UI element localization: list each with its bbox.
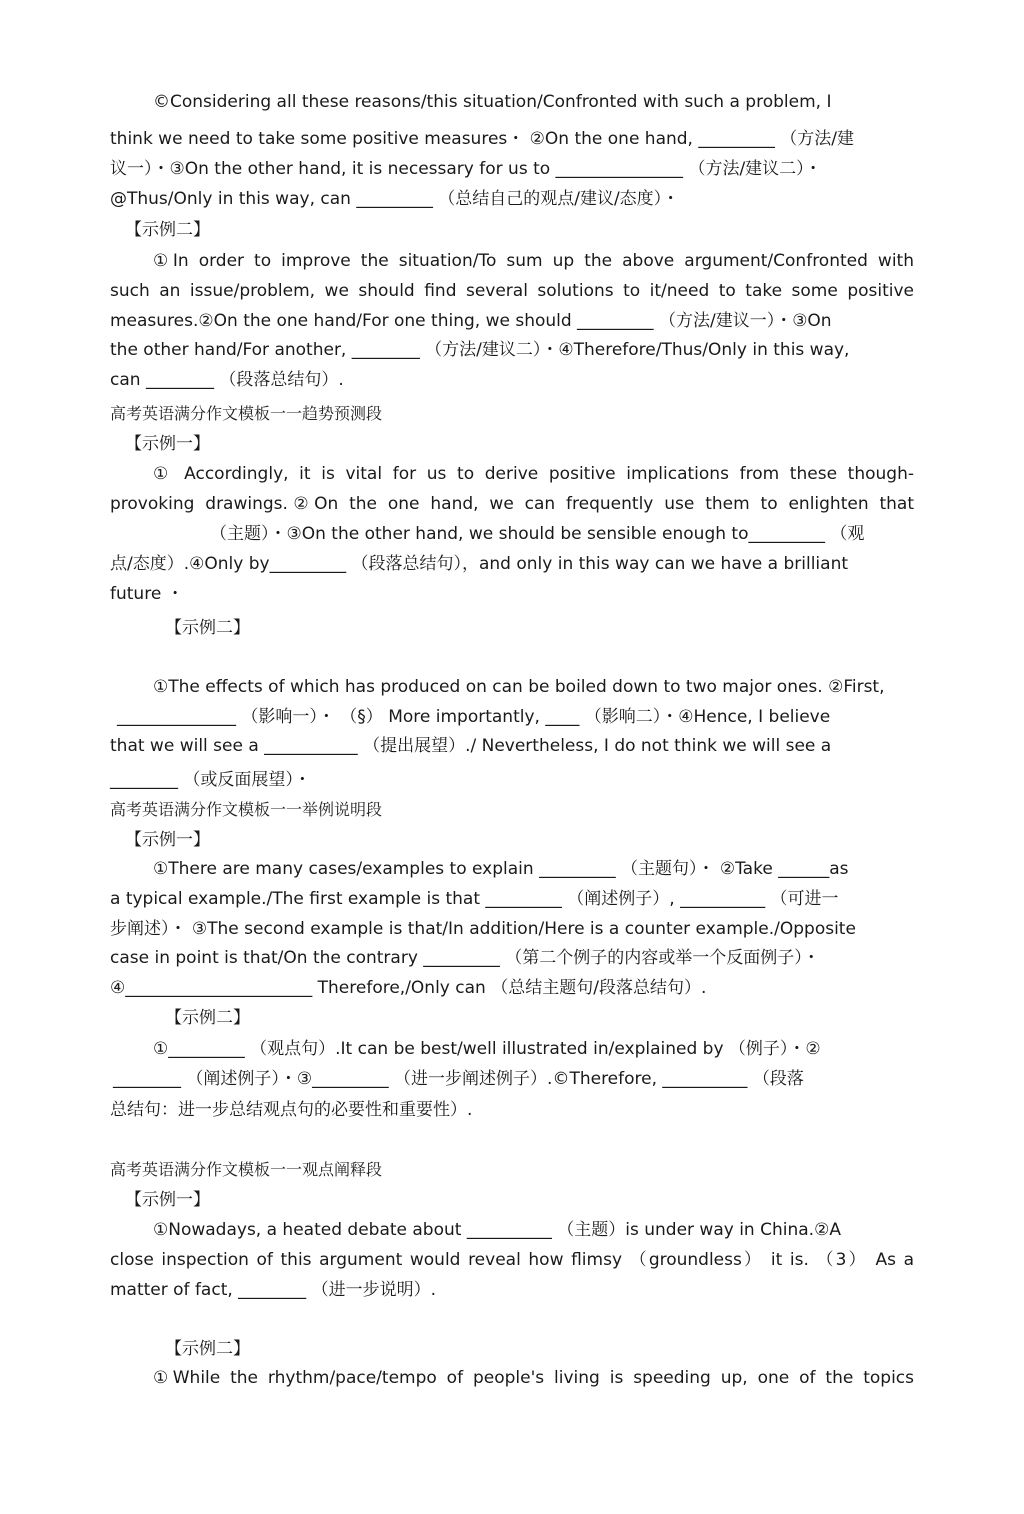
text-line: ______________ （影响一）・ （§） More importantly, ____ （影响二）・④Hence, I believe: [117, 707, 831, 727]
text-line: think we need to take some positive measures・ ②On the one hand, _________ （方法/建: [110, 129, 854, 149]
section-heading: 高考英语满分作文模板一一观点阐释段: [110, 1160, 383, 1179]
section-heading: 高考英语满分作文模板一一举例说明段: [110, 800, 383, 819]
text-line: 议一）・③On the other hand, it is necessary for us to _______________ （方法/建议二）・: [110, 159, 822, 179]
text-line: provoking drawings.②On the one hand, we can frequently use them to enlighten that: [110, 494, 914, 514]
example-label: 【示例一】: [125, 1190, 210, 1210]
text-line: ①There are many cases/examples to explain _________ （主题句）・ ②Take ______as: [153, 859, 849, 879]
text-line: 点/态度）.④Only by_________ （段落总结句），and only in this way can we have a brilliant: [110, 554, 849, 574]
section-heading: 高考英语满分作文模板一一趋势预测段: [110, 404, 383, 423]
text-line: ①In order to improve the situation/To sum up the above argument/Confronted with: [153, 251, 914, 271]
text-line: @Thus/Only in this way, can _________ （总结自己的观点/建议/态度）・: [110, 189, 680, 209]
text-line: ①_________ （观点句）.It can be best/well illustrated in/explained by （例子）・②: [153, 1039, 821, 1059]
text-line: close inspection of this argument would reveal how flimsy （groundless） it is. （3） As a: [110, 1250, 914, 1270]
text-line: ________ （或反面展望）・: [110, 770, 311, 790]
text-line: ① Accordingly, it is vital for us to derive positive implications from these though-: [153, 464, 914, 484]
text-line: the other hand/For another, ________ （方法/建议二）・④Therefore/Thus/Only in this way,: [110, 340, 850, 360]
text-line: a typical example./The first example is that _________ （阐述例子）, __________ （可进一: [110, 889, 839, 909]
text-line: can ________ （段落总结句）.: [110, 370, 344, 390]
text-line: ________ （阐述例子）・③_________ （进一步阐述例子）.©Therefore, __________ （段落: [113, 1069, 804, 1089]
example-label: 【示例一】: [125, 830, 210, 850]
text-line: ①While the rhythm/pace/tempo of people's living is speeding up, one of the topics: [153, 1368, 914, 1388]
text-line: future ・: [110, 584, 184, 604]
text-line: case in point is that/On the contrary _________ （第二个例子的内容或举一个反面例子）・: [110, 948, 820, 968]
text-line: ④______________________ Therefore,/Only can （总结主题句/段落总结句）.: [110, 978, 707, 998]
text-line: 步阐述）・ ③The second example is that/In addition/Here is a counter example./Opposite: [110, 919, 856, 939]
example-label: 【示例二】: [125, 220, 210, 240]
text-line: ©Considering all these reasons/this situation/Confronted with such a problem, I: [153, 92, 832, 112]
text-line: （主题）・③On the other hand, we should be sensible enough to_________ （观: [210, 524, 865, 544]
example-label: 【示例一】: [125, 434, 210, 454]
text-line: measures.②On the one hand/For one thing, we should _________ （方法/建议一）・③On: [110, 311, 832, 331]
text-line: ①Nowadays, a heated debate about __________ （主题）is under way in China.②A: [153, 1220, 841, 1240]
example-label: 【示例二】: [165, 618, 250, 638]
text-line: ①The effects of which has produced on can be boiled down to two major ones. ②First,: [153, 677, 885, 697]
text-line: that we will see a ___________ （提出展望）./ Nevertheless, I do not think we will see a: [110, 736, 832, 756]
text-line: such an issue/problem, we should find several solutions to it/need to take some positive: [110, 281, 914, 301]
text-line: 总结句：进一步总结观点句的必要性和重要性）.: [110, 1100, 473, 1120]
example-label: 【示例二】: [165, 1008, 250, 1028]
text-line: matter of fact, ________ （进一步说明）.: [110, 1280, 436, 1300]
example-label: 【示例二】: [165, 1339, 250, 1359]
